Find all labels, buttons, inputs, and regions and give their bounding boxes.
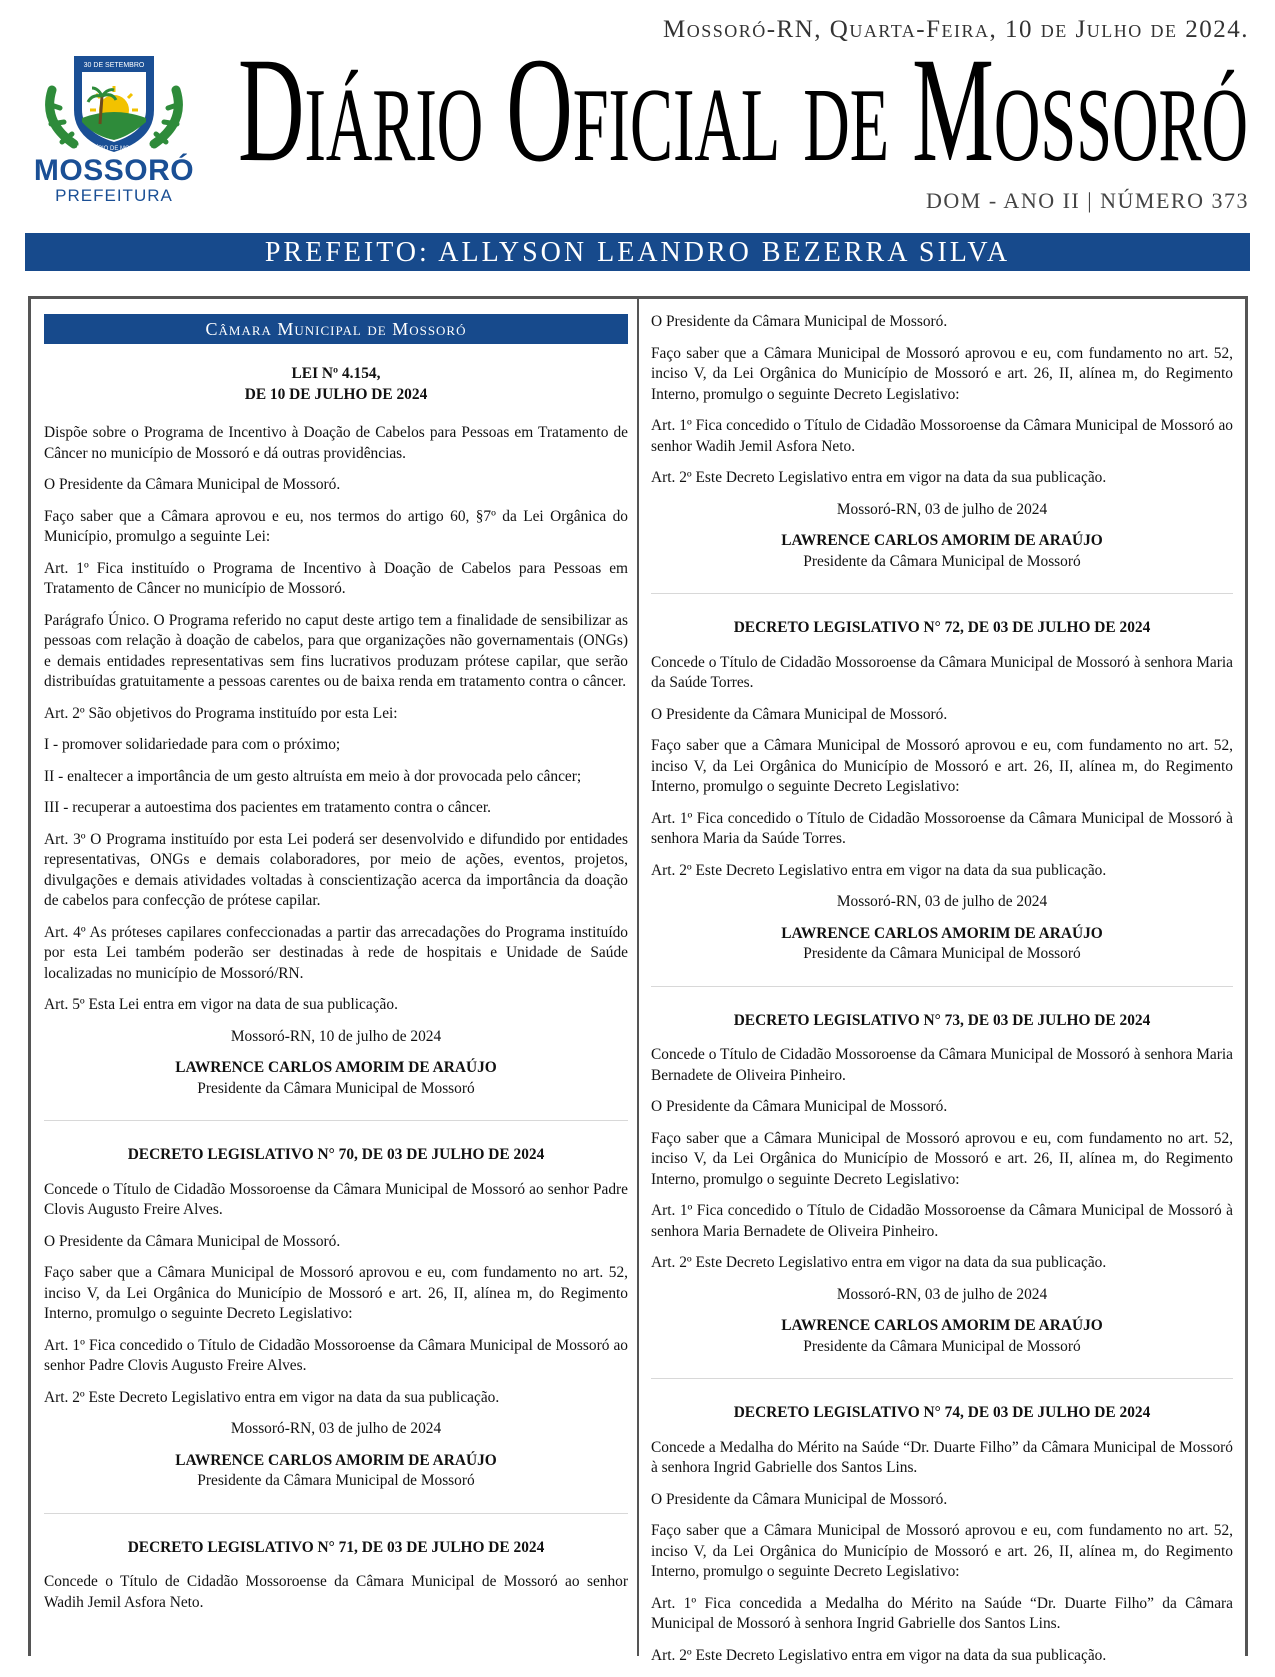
dec74-art1: Art. 1º Fica concedida a Medalha do Mérito na Saúde “Dr. Duarte Filho” da Câmara Municipal de Mossoró à senhora Ingrid Gabrielle dos Santos Lins. (651, 1594, 1233, 1632)
dec73-art1: Art. 1º Fica concedido o Título de Cidadão Mossoroense da Câmara Municipal de Mossoró à senhora Maria Bernadete de Oliveira Pinheiro. (651, 1202, 1233, 1240)
lei-art5: Art. 5º Esta Lei entra em vigor na data de sua publicação. (44, 996, 398, 1013)
edition-number: DOM - ANO II | NÚMERO 373 (925, 188, 1249, 213)
lei-title-line2: DE 10 DE JULHO DE 2024 (244, 385, 428, 403)
lei-presidente: O Presidente da Câmara Municipal de Mossoró. (44, 476, 341, 493)
dec72-art1: Art. 1º Fica concedido o Título de Cidadão Mossoroense da Câmara Municipal de Mossoró à senhora Maria da Saúde Torres. (651, 809, 1233, 847)
dec74-title: DECRETO LEGISLATIVO N° 74, DE 03 DE JULHO DE 2024 (733, 1404, 1151, 1421)
section-header: Câmara Municipal de Mossoró (44, 314, 628, 344)
lei-art4: Art. 4º As próteses capilares confeccionadas a partir das arrecadações do Programa instituído por esta Lei também poderão ser destinadas à rede de hospitais e Unidade de Saúde localizadas no município de Mossoró/RN. (44, 923, 628, 982)
dec70-faco-saber: Faço saber que a Câmara Municipal de Mossoró aprovou e eu, com fundamento no art. 52, inciso V, da Lei Orgânica do Município de Mossoró e art. 26, II, alínea m, do Regimento Interno, promulgo o seguinte Decreto Legislativo: (44, 1264, 628, 1322)
logo-name: MOSSORÓ (33, 154, 195, 187)
dec74-faco-saber: Faço saber que a Câmara Municipal de Mossoró aprovou e eu, com fundamento no art. 52, inciso V, da Lei Orgânica do Município de Mossoró e art. 26, II, alínea m, do Regimento Interno, promulgo o seguinte Decreto Legislativo: (651, 1522, 1233, 1580)
dec73-signature-name: LAWRENCE CARLOS AMORIM DE ARAÚJO (781, 1317, 1103, 1334)
lei-art2: Art. 2º São objetivos do Programa instituído por esta Lei: (44, 704, 398, 722)
lei-faco-saber: Faço saber que a Câmara aprovou e eu, nos termos do artigo 60, §7º da Lei Orgânica do Município, promulgo a seguinte Lei: (44, 507, 628, 545)
separator (44, 1513, 628, 1514)
dec71-presidente: O Presidente da Câmara Municipal de Mossoró. (651, 313, 948, 330)
lei-art1: Art. 1º Fica instituído o Programa de Incentivo à Doação de Cabelos para Pessoas em Tratamento de Câncer no município de Mossoró. (44, 559, 628, 597)
dec71-art1: Art. 1º Fica concedido o Título de Cidadão Mossoroense da Câmara Municipal de Mossoró ao senhor Wadih Jemil Asfora Neto. (651, 417, 1233, 455)
dateline: Mossoró-RN, Quarta-Feira, 10 de Julho de 2024. (662, 16, 1249, 43)
dec71-faco-saber: Faço saber que a Câmara Municipal de Mossoró aprovou e eu, com fundamento no art. 52, inciso V, da Lei Orgânica do Município de Mossoró e art. 26, II, alínea m, do Regimento Interno, promulgo o seguinte Decreto Legislativo: (651, 344, 1233, 403)
lei-art3: Art. 3º O Programa instituído por esta Lei poderá ser desenvolvido e difundido por entidades representativas, ONGs e demais colaboradores, por meio de ações, eventos, projetos, divulgações e demais atividades voltadas à conscientização acerca da importância da doação de cabelos para confecção de prótese capilar. (44, 830, 628, 909)
dec73-faco-saber: Faço saber que a Câmara Municipal de Mossoró aprovou e eu, com fundamento no art. 52, inciso V, da Lei Orgânica do Município de Mossoró e art. 26, II, alínea m, do Regimento Interno, promulgo o seguinte Decreto Legislativo: (651, 1129, 1233, 1188)
dec70-art1: Art. 1º Fica concedido o Título de Cidadão Mossoroense da Câmara Municipal de Mossoró ao senhor Padre Clovis Augusto Freire Alves. (44, 1336, 628, 1374)
lei-inciso3: III - recuperar a autoestima dos pacientes em tratamento contra o câncer. (44, 799, 491, 816)
left-column (44, 296, 628, 1624)
dec70-signature-role: Presidente da Câmara Municipal de Mossoró (197, 1472, 475, 1489)
dec70-signature-name: LAWRENCE CARLOS AMORIM DE ARAÚJO (175, 1451, 497, 1469)
dec70-art2: Art. 2º Este Decreto Legislativo entra em vigor na data da sua publicação. (44, 1388, 500, 1406)
lei-ementa: Dispõe sobre o Programa de Incentivo à Doação de Cabelos para Pessoas em Tratamento de Câncer no município de Mossoró e dá outras providências. (44, 424, 628, 462)
dec72-presidente: O Presidente da Câmara Municipal de Mossoró. (651, 705, 948, 723)
lei-inciso1: I - promover solidariedade para com o próximo; (44, 736, 341, 753)
dec71-date: Mossoró-RN, 03 de julho de 2024 (836, 500, 1048, 518)
lei-signature-role: Presidente da Câmara Municipal de Mossoró (197, 1079, 475, 1097)
dec71-ementa: Concede o Título de Cidadão Mossoroense da Câmara Municipal de Mossoró ao senhor Wadih Jemil Asfora Neto. (44, 1573, 628, 1611)
dec70-presidente: O Presidente da Câmara Municipal de Mossoró. (44, 1232, 341, 1250)
dec74-presidente: O Presidente da Câmara Municipal de Mossoró. (651, 1490, 948, 1508)
dec74-art2: Art. 2º Este Decreto Legislativo entra em vigor na data da sua publicação. (651, 1646, 1107, 1664)
dec71-signature-role: Presidente da Câmara Municipal de Mossoró (803, 552, 1081, 570)
dec72-title: DECRETO LEGISLATIVO N° 72, DE 03 DE JULHO DE 2024 (733, 619, 1151, 636)
city-seal-icon (24, 52, 204, 156)
lei-date: Mossoró-RN, 10 de julho de 2024 (230, 1027, 442, 1045)
logo-subtitle: PREFEITURA (55, 186, 173, 205)
dec73-ementa: Concede o Título de Cidadão Mossoroense da Câmara Municipal de Mossoró à senhora Maria Bernadete de Oliveira Pinheiro. (651, 1046, 1233, 1084)
dec70-ementa: Concede o Título de Cidadão Mossoroense da Câmara Municipal de Mossoró ao senhor Padre Clovis Augusto Freire Alves. (44, 1180, 628, 1218)
masthead-title (232, 28, 1252, 198)
dec72-ementa: Concede o Título de Cidadão Mossoroense da Câmara Municipal de Mossoró à senhora Maria da Saúde Torres. (651, 653, 1233, 691)
dec72-art2: Art. 2º Este Decreto Legislativo entra em vigor na data da sua publicação. (651, 861, 1107, 879)
dec71-art2: Art. 2º Este Decreto Legislativo entra em vigor na data da sua publicação. (651, 469, 1107, 486)
masthead-text: Diário Oficial de Mossoró (238, 28, 1248, 193)
prefeitura-logo (24, 52, 204, 212)
dec72-faco-saber: Faço saber que a Câmara Municipal de Mossoró aprovou e eu, com fundamento no art. 52, inciso V, da Lei Orgânica do Município de Mossoró e art. 26, II, alínea m, do Regimento Interno, promulgo o seguinte Decreto Legislativo: (651, 737, 1233, 795)
dec73-presidente: O Presidente da Câmara Municipal de Mossoró. (651, 1098, 948, 1115)
dec71-signature-name: LAWRENCE CARLOS AMORIM DE ARAÚJO (781, 532, 1103, 549)
dec70-title: DECRETO LEGISLATIVO N° 70, DE 03 DE JULHO DE 2024 (127, 1146, 545, 1163)
lei-title-line1: LEI Nº 4.154, (291, 365, 381, 382)
right-column (651, 296, 1233, 1677)
lei-paragrafo: Parágrafo Único. O Programa referido no caput deste artigo tem a finalidade de sensibilizar as pessoas com relação à doação de cabelos, para que organizações não governamentais (ONGs) e demais entidades representativas sem fins lucrativos produzam prótese capilar, que serão distribuídas gratuitamente a pessoas carentes ou de baixa renda em tratamento contra o câncer. (44, 611, 628, 690)
lei-signature-name: LAWRENCE CARLOS AMORIM DE ARAÚJO (175, 1059, 497, 1076)
dec73-art2: Art. 2º Este Decreto Legislativo entra em vigor na data da sua publicação. (651, 1254, 1107, 1271)
lei-inciso2: II - enaltecer a importância de um gesto altruísta em meio à dor provocada pelo câncer; (44, 767, 582, 785)
mayor-banner: PREFEITO: ALLYSON LEANDRO BEZERRA SILVA (25, 233, 1250, 271)
dec73-signature-role: Presidente da Câmara Municipal de Mossoró (803, 1337, 1081, 1355)
separator (44, 1120, 628, 1121)
separator (651, 1378, 1233, 1379)
dec72-signature-role: Presidente da Câmara Municipal de Mossoró (803, 945, 1081, 962)
dec71-title: DECRETO LEGISLATIVO N° 71, DE 03 DE JULHO DE 2024 (127, 1538, 545, 1556)
seal-bottom-text: MUNICÍPIO DE MOSSORÓ (76, 146, 152, 152)
column-divider (637, 296, 639, 1656)
dec73-date: Mossoró-RN, 03 de julho de 2024 (836, 1285, 1048, 1303)
lei-title (44, 364, 628, 405)
dec72-signature-name: LAWRENCE CARLOS AMORIM DE ARAÚJO (781, 924, 1103, 942)
dec73-title: DECRETO LEGISLATIVO N° 73, DE 03 DE JULHO DE 2024 (733, 1011, 1151, 1029)
separator (651, 986, 1233, 987)
dec72-date: Mossoró-RN, 03 de julho de 2024 (836, 893, 1048, 910)
dec70-date: Mossoró-RN, 03 de julho de 2024 (230, 1420, 442, 1437)
dec74-ementa: Concede a Medalha do Mérito na Saúde “Dr. Duarte Filho” da Câmara Municipal de Mossoró à senhora Ingrid Gabrielle dos Santos Lins. (651, 1438, 1233, 1476)
seal-top-text: 30 DE SETEMBRO (83, 62, 145, 69)
separator (651, 593, 1233, 594)
